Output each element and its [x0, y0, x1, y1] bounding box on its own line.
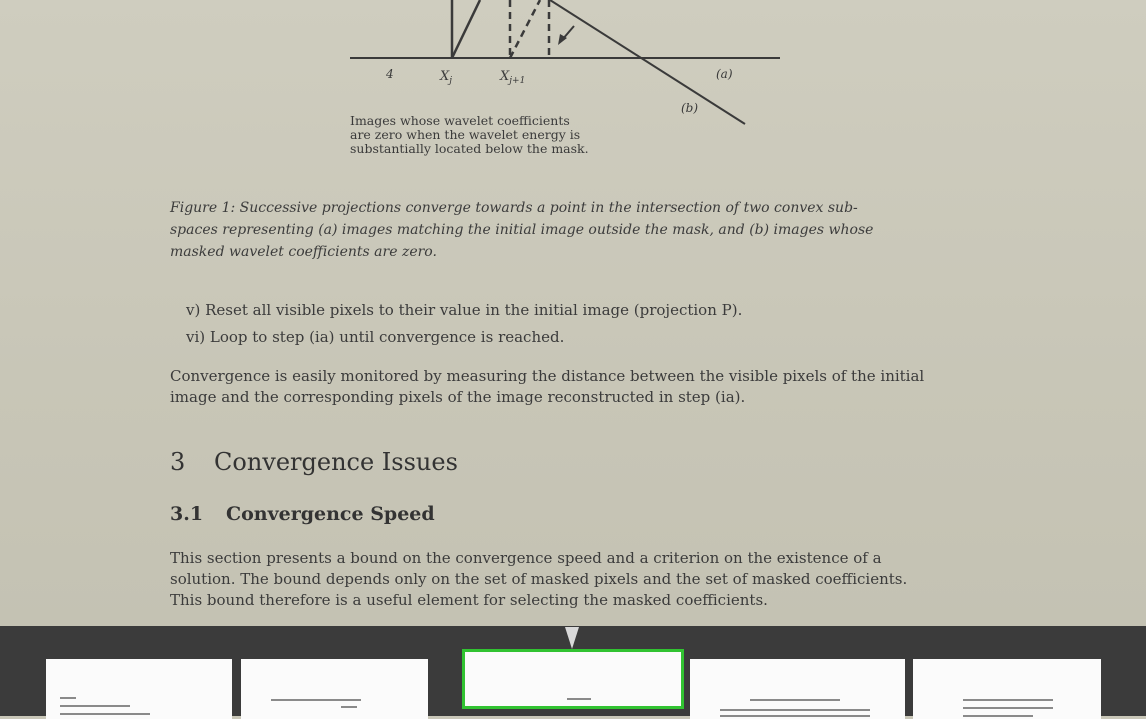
thumbnail-page-5[interactable] — [913, 659, 1101, 719]
thumb-line — [60, 713, 150, 715]
line-b-label: (b) — [681, 101, 699, 115]
subsection-number: 3.1 — [170, 503, 204, 525]
paragraph-line: image and the corresponding pixels of the image reconstructed in step (ia). — [170, 388, 746, 406]
x-next-label: $X_{j+1}$ — [500, 69, 526, 86]
caption-line: masked wavelet coefficients are zero. — [170, 244, 437, 260]
thumbnail-page-4[interactable] — [690, 659, 905, 719]
caption-line: Figure 1: Successive projections converge towards a point in the intersection of two convex sub- — [170, 200, 858, 216]
thumbnail-page-3[interactable] — [462, 649, 684, 709]
thumb-line — [720, 709, 870, 711]
thumb-line — [271, 699, 361, 701]
thumb-line — [567, 698, 591, 700]
thumb-line — [750, 699, 840, 701]
thumb-line — [963, 707, 1053, 709]
thumb-line — [963, 699, 1053, 701]
section-heading — [170, 448, 458, 476]
subsection-title: Convergence Speed — [226, 503, 435, 525]
x-j-label: $X_j$ — [440, 69, 453, 86]
thumbnail-page-2[interactable] — [241, 659, 428, 719]
paragraph-line: Convergence is easily monitored by measuring the distance between the visible pixels of the initial — [170, 367, 925, 385]
thumbnail-page-1[interactable] — [46, 659, 232, 719]
diagonal-dashed — [510, 0, 540, 58]
step-item: v) Reset all visible pixels to their value in the initial image (projection P). — [186, 301, 743, 319]
annotation-line: Images whose wavelet coefficients — [350, 113, 570, 128]
paragraph-speed — [170, 548, 907, 611]
thumb-line — [60, 697, 76, 699]
annotation-line: are zero when the wavelet energy is — [350, 127, 581, 142]
thumb-line — [60, 705, 130, 707]
subsection-heading — [170, 503, 435, 525]
paragraph-line: This bound therefore is a useful element for selecting the masked coefficients. — [170, 591, 768, 609]
figure-annotation — [350, 114, 640, 156]
step-item: vi) Loop to step (ia) until convergence is reached. — [186, 328, 565, 346]
current-page-indicator-icon — [565, 627, 579, 649]
paragraph-line: This section presents a bound on the convergence speed and a criterion on the existence of a — [170, 549, 882, 567]
section-number: 3 — [170, 448, 186, 476]
left-tick-label: 4 — [386, 67, 394, 81]
figure-caption — [170, 197, 970, 263]
thumb-line — [539, 707, 548, 709]
annotation-line: substantially located below the mask. — [350, 141, 589, 156]
caption-line: spaces representing (a) images matching the initial image outside the mask, and (b) images whose — [170, 222, 874, 238]
thumb-line — [341, 706, 357, 708]
paragraph-convergence — [170, 366, 924, 408]
line-a — [550, 0, 745, 124]
algorithm-steps — [186, 297, 742, 351]
diagonal-solid — [452, 0, 480, 58]
thumb-line — [720, 715, 870, 717]
thumb-line — [963, 715, 1033, 717]
paragraph-line: solution. The bound depends only on the set of masked pixels and the set of masked coefficients. — [170, 570, 908, 588]
line-a-label: (a) — [716, 67, 733, 81]
section-title: Convergence Issues — [214, 448, 458, 476]
